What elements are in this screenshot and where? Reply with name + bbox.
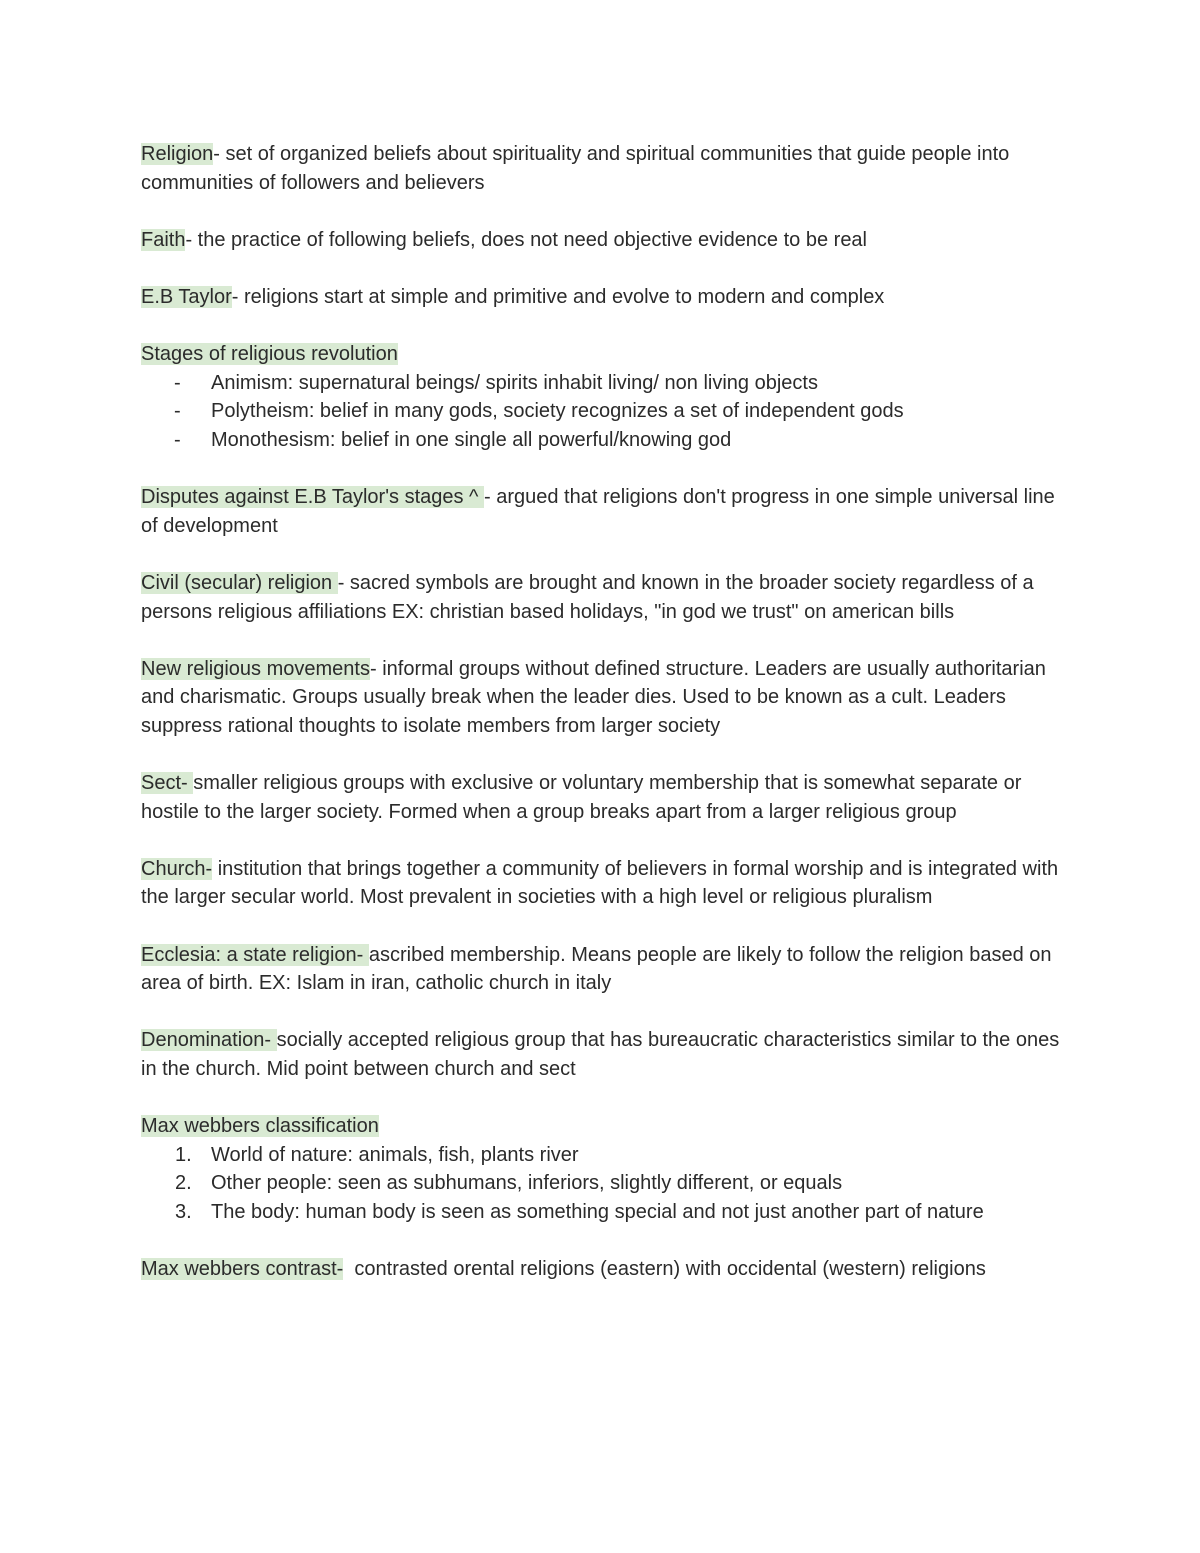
- spacer: [141, 1227, 1061, 1256]
- entry-eb-taylor: [141, 283, 1061, 312]
- definition-text: ascribed membership. Means people are likely to follow the religion based on area of birth. EX: Islam in iran, catholic church in italy: [141, 943, 1052, 995]
- list-item-text: Animism: supernatural beings/ spirits inhabit living/ non living objects: [211, 371, 818, 394]
- entry-church: [141, 855, 1061, 912]
- term-highlight: Denomination-: [141, 1029, 277, 1052]
- definition-text: socially accepted religious group that has bureaucratic characteristics similar to the ones in the church. Mid point between church and sect: [141, 1029, 1060, 1080]
- stages-heading: [141, 340, 1061, 369]
- term-highlight: Civil (secular) religion: [141, 571, 338, 594]
- term-highlight: Disputes against E.B Taylor's stages ^: [141, 486, 484, 509]
- definition-text: - informal groups without defined structure. Leaders are usually authoritarian and charismatic. Groups usually break when the leader dies. Used to be known as a cult. Leaders suppress rational thoughts to isolate members from larger society: [141, 657, 1046, 737]
- definition-text: - set of organized beliefs about spirituality and spiritual communities that guide people into communities of followers and believers: [141, 143, 1010, 194]
- number-marker: 3.: [175, 1200, 192, 1223]
- list-item-text: Monothesism: belief in one single all powerful/knowing god: [211, 428, 732, 451]
- entry-weber-contrast: [141, 1255, 1061, 1284]
- number-marker: 1.: [175, 1143, 192, 1166]
- list-item: [141, 397, 1061, 426]
- list-item-text: Polytheism: belief in many gods, society recognizes a set of independent gods: [211, 400, 904, 423]
- document-page: [141, 140, 1061, 1312]
- entry-sect: [141, 769, 1061, 826]
- entry-ecclesia: [141, 941, 1061, 998]
- term-highlight: E.B Taylor: [141, 285, 232, 308]
- dash-marker: -: [174, 371, 181, 394]
- weber-list: [141, 1141, 1061, 1227]
- list-item-text: Other people: seen as subhumans, inferiors, slightly different, or equals: [211, 1172, 843, 1195]
- section-stages: [141, 340, 1061, 454]
- dash-marker: -: [174, 400, 181, 423]
- term-highlight: Stages of religious revolution: [141, 343, 398, 366]
- entry-faith: [141, 226, 1061, 255]
- number-marker: 2.: [175, 1172, 192, 1195]
- definition-text: - argued that religions don't progress in one simple universal line of development: [141, 486, 1055, 537]
- term-highlight: Faith: [141, 228, 186, 251]
- term-highlight: Sect-: [141, 772, 194, 795]
- entry-civil-religion: [141, 569, 1061, 626]
- term-highlight: Max webbers classification: [141, 1115, 379, 1138]
- dash-marker: -: [174, 428, 181, 451]
- definition-text: - the practice of following beliefs, does not need objective evidence to be real: [185, 228, 868, 251]
- list-item: [141, 369, 1061, 398]
- entry-disputes: [141, 483, 1061, 540]
- term-highlight: Religion: [141, 143, 214, 165]
- term-highlight: Max webbers contrast-: [141, 1258, 344, 1281]
- section-weber-classification: [141, 1112, 1061, 1226]
- definition-text: institution that brings together a community of believers in formal worship and is integrated with the larger secular world. Most prevalent in societies with a high level or religious pluralism: [141, 857, 1059, 909]
- spacer: [141, 455, 1061, 484]
- definition-text: - sacred symbols are brought and known in the broader society regardless of a persons religious affiliations EX: christian based holidays, "in god we trust" on american bills: [141, 571, 1034, 623]
- list-item: [141, 1198, 1061, 1227]
- stages-list: [141, 369, 1061, 455]
- definition-text: smaller religious groups with exclusive or voluntary membership that is somewhat separate or hostile to the larger society. Formed when a group breaks apart from a larger religious group: [141, 772, 1022, 823]
- list-item-text: World of nature: animals, fish, plants river: [211, 1143, 579, 1166]
- list-item: [141, 1141, 1061, 1170]
- weber-heading: [141, 1112, 1061, 1141]
- term-highlight: Ecclesia: a state religion-: [141, 943, 369, 966]
- definition-text: contrasted orental religions (eastern) with occidental (western) religions: [343, 1258, 986, 1281]
- entry-religion: [141, 140, 1061, 197]
- term-highlight: Church-: [141, 857, 213, 880]
- term-highlight: New religious movements: [141, 657, 370, 680]
- entry-new-religious-movements: [141, 655, 1061, 741]
- list-item: [141, 426, 1061, 455]
- entry-denomination: [141, 1026, 1061, 1083]
- definition-text: - religions start at simple and primitive and evolve to modern and complex: [231, 285, 885, 308]
- list-item-text: The body: human body is seen as something special and not just another part of nature: [211, 1200, 984, 1223]
- list-item: [141, 1169, 1061, 1198]
